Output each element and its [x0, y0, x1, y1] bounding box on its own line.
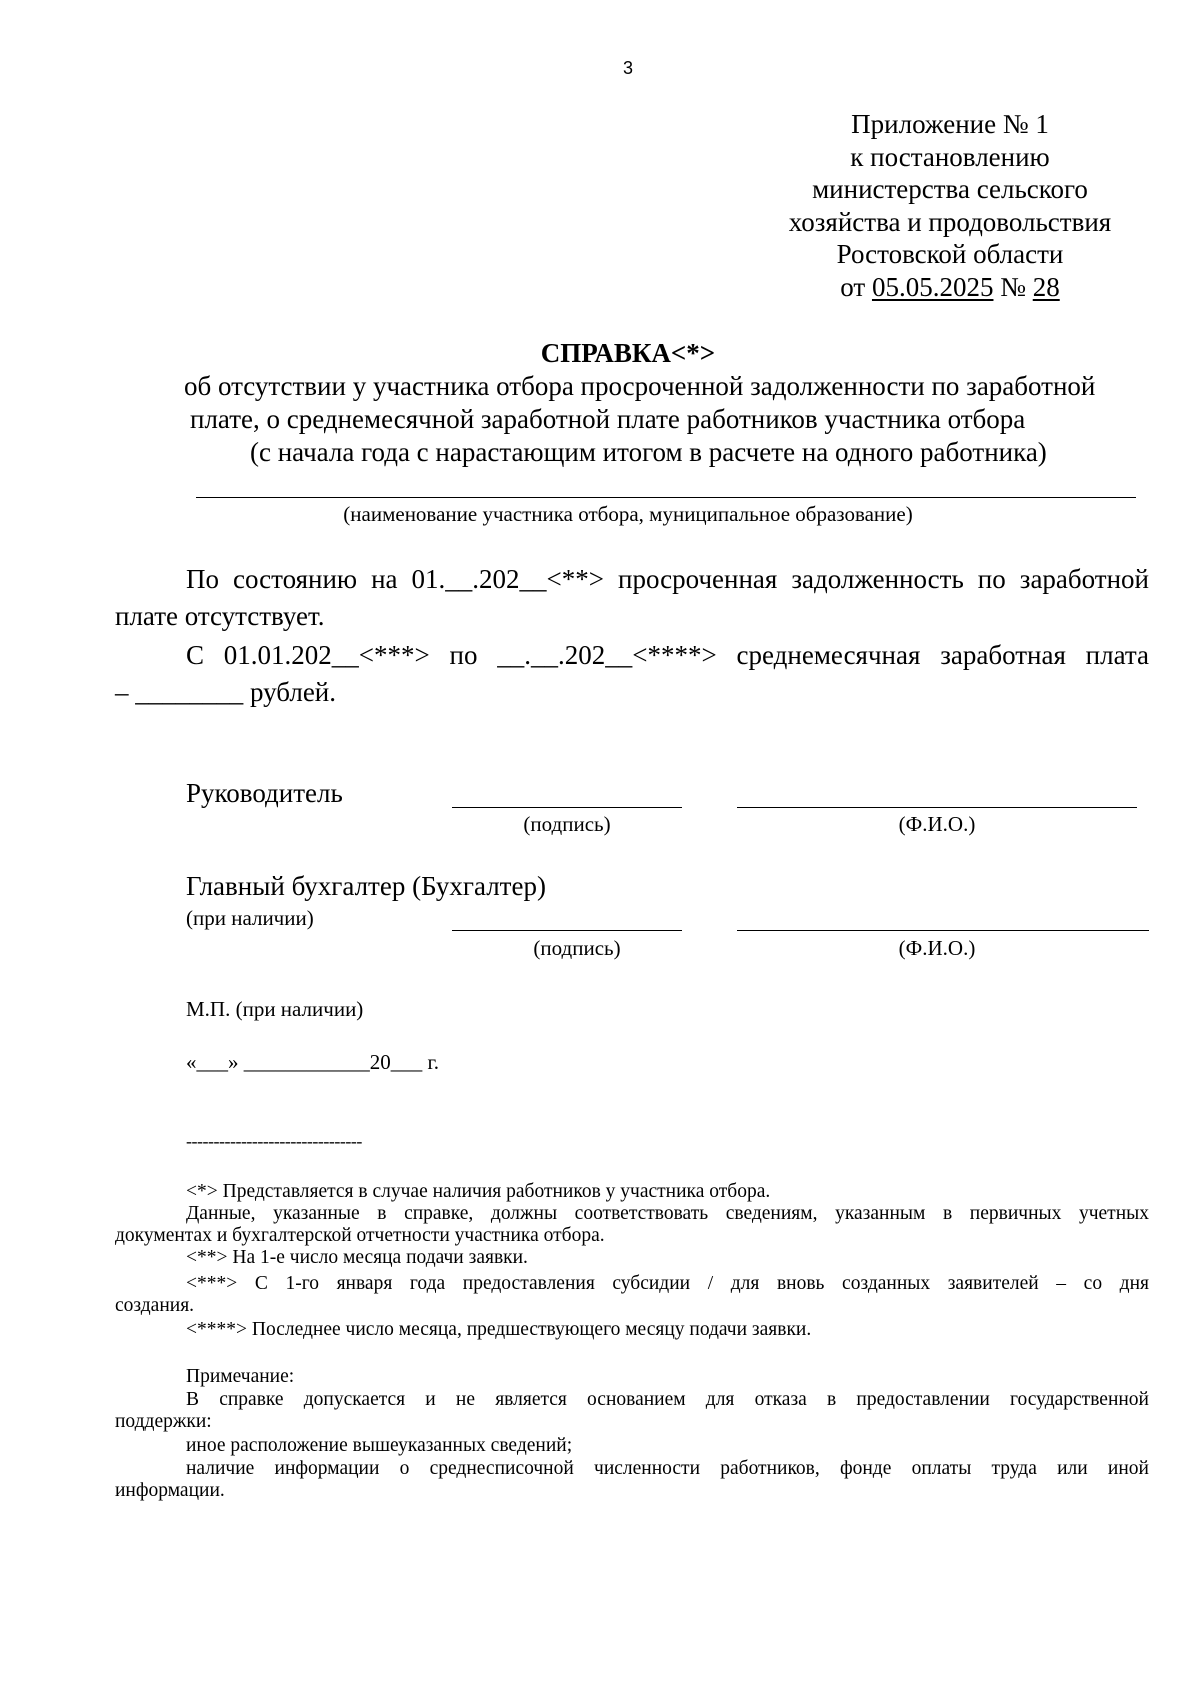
- footnote-3: <**> На 1-е число месяца подачи заявки.: [186, 1247, 528, 1268]
- appendix-line-4: хозяйства и продовольствия: [788, 206, 1112, 237]
- appendix-block: [760, 108, 1140, 303]
- stamp-label: М.П. (при наличии): [186, 997, 364, 1021]
- appendix-line-3: министерства сельского: [812, 174, 1088, 204]
- appendix-line-5: Ростовской области: [836, 239, 1064, 269]
- note-line-4-part-1: наличие информации о среднесписочной численности работников, фонде оплаты труда или иной: [186, 1458, 1149, 1479]
- footnote-2-line-1: Данные, указанные в справке, должны соответствовать сведениям, указанным в первичных учетных: [186, 1203, 1149, 1224]
- participant-name-hint: (наименование участника отбора, муниципальное образование): [343, 502, 913, 526]
- document-title: СПРАВКА<*>: [540, 338, 716, 368]
- note-heading: Примечание:: [186, 1366, 295, 1387]
- date-line: «___» ____________20___ г.: [186, 1050, 439, 1074]
- paragraph-1-line-1: По состоянию на 01.__.202__<**> просроченная задолженность по заработной: [186, 564, 1149, 594]
- appendix-number-prefix: №: [993, 271, 1033, 302]
- head-fio-line: [737, 807, 1137, 808]
- note-line-1: В справке допускается и не является основанием для отказа в предоставлении государственной: [186, 1389, 1149, 1410]
- accountant-signature-line: [452, 930, 682, 931]
- appendix-date-line: [760, 271, 1140, 304]
- accountant-signature-hint: (подпись): [533, 936, 621, 960]
- footnote-separator: --------------------------------: [186, 1131, 362, 1151]
- appendix-line-2: к постановлению: [850, 141, 1050, 172]
- head-signature-line: [452, 807, 682, 808]
- note-line-3: иное расположение вышеуказанных сведений;: [186, 1435, 573, 1456]
- head-signature-hint: (подпись): [523, 812, 611, 836]
- note-line-2: поддержки:: [115, 1411, 212, 1432]
- appendix-number-value: 28: [1032, 271, 1060, 302]
- page-number: 3: [622, 58, 633, 78]
- footnote-4-line-2: создания.: [115, 1295, 195, 1316]
- accountant-fio-hint: (Ф.И.О.): [898, 936, 976, 960]
- appendix-line-1: Приложение № 1: [851, 109, 1049, 139]
- subtitle-line-3: (с начала года с нарастающим итогом в расчете на одного работника): [250, 437, 1047, 467]
- chief-accountant-if-available: (при наличии): [186, 906, 314, 930]
- paragraph-1-line-2: плате отсутствует.: [115, 601, 325, 631]
- head-label: Руководитель: [186, 778, 343, 808]
- footnote-4-line-1: <***> С 1-го января года предоставления субсидии / для вновь созданных заявителей – со дня: [186, 1273, 1149, 1294]
- footnote-1: <*> Представляется в случае наличия работников у участника отбора.: [186, 1181, 771, 1202]
- footnote-5: <****> Последнее число месяца, предшествующего месяцу подачи заявки.: [186, 1319, 812, 1340]
- head-fio-hint: (Ф.И.О.): [898, 812, 976, 836]
- paragraph-2-line-1: С 01.01.202__<***> по __.__.202__<****> среднемесячная заработная плата: [186, 640, 1149, 670]
- appendix-date-value: 05.05.2025: [871, 271, 994, 302]
- chief-accountant-label: Главный бухгалтер (Бухгалтер): [186, 871, 546, 901]
- accountant-fio-line: [737, 930, 1149, 931]
- subtitle-line-1: об отсутствии у участника отбора просроченной задолженности по заработной: [184, 371, 1096, 401]
- subtitle-line-2: плате, о среднемесячной заработной плате работников участника отбора: [190, 404, 1026, 434]
- footnote-2-line-2: документах и бухгалтерской отчетности участника отбора.: [115, 1225, 605, 1246]
- participant-name-line: [196, 497, 1136, 498]
- note-line-4-part-2: информации.: [115, 1480, 225, 1501]
- appendix-date-prefix: от: [840, 271, 872, 302]
- paragraph-2-line-2: – ________ рублей.: [115, 677, 337, 707]
